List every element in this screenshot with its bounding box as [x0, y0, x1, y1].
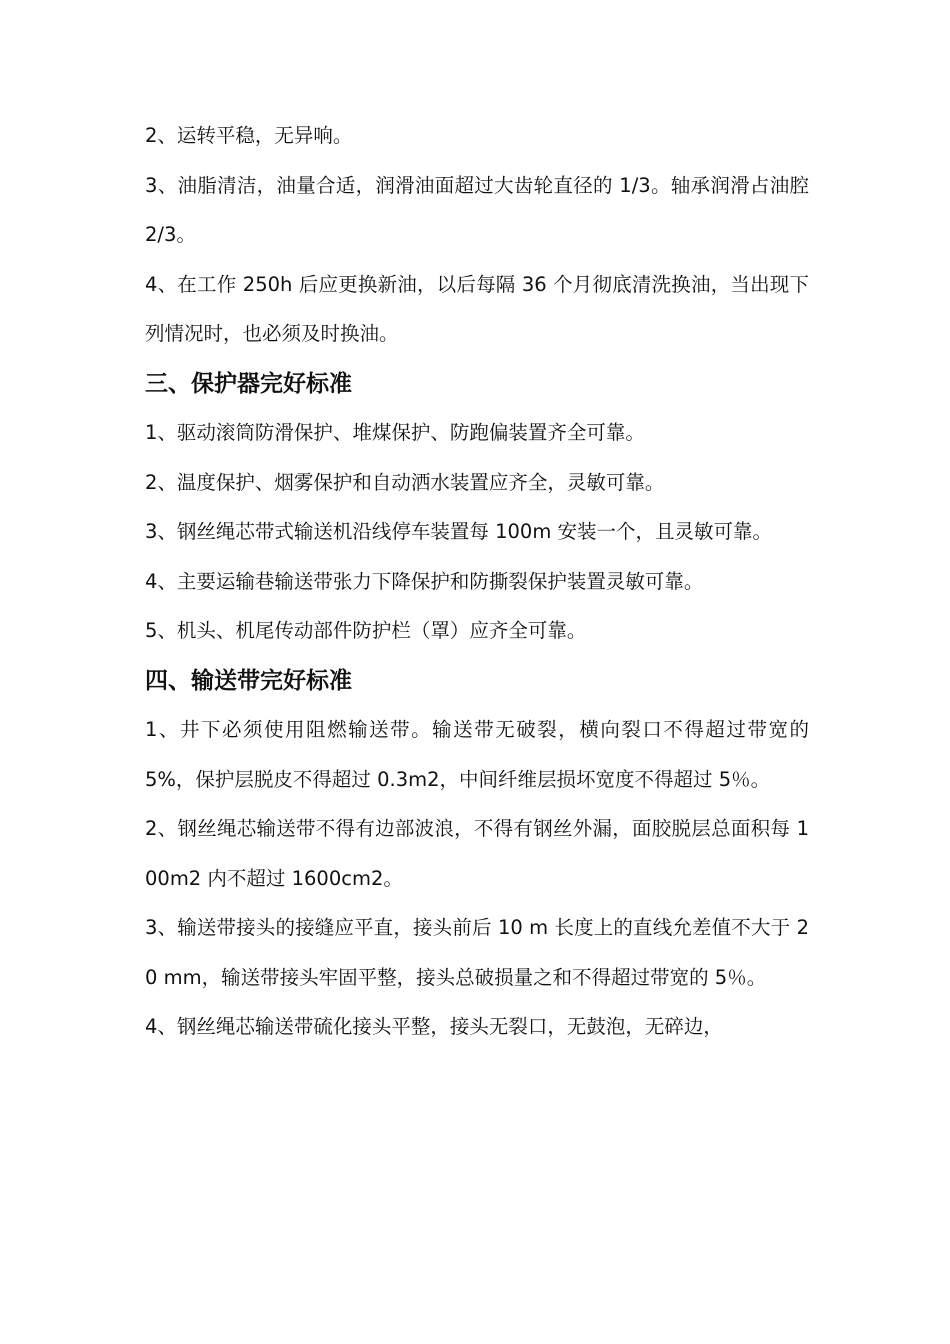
protect-item-2: 2、温度保护、烟雾保护和自动洒水装置应齐全，灵敏可靠。	[145, 470, 665, 494]
item-3-grease: 3、油脂清洁，油量合适，润滑油面超过大齿轮直径的 1/3。轴承润滑占油腔 2/3。	[145, 173, 809, 246]
item-2-smooth-running: 2、运转平稳，无异响。	[145, 124, 353, 147]
item-4-oil-change: 4、在工作 250h 后应更换新油，以后每隔 36 个月彻底清洗换油，当出现下列情况时，也必须及时换油。	[145, 272, 809, 345]
document-page	[145, 111, 809, 1052]
belt-item-3: 3、输送带接头的接缝应平直，接头前后 10 m 长度上的直线允差值不大于 20 mm，输送带接头牢固平整，接头总破损量之和不得超过带宽的 5％。	[145, 916, 809, 989]
belt-item-2: 2、钢丝绳芯输送带不得有边部波浪，不得有钢丝外漏，面胶脱层总面积每 100m2 内不超过 1600cm2。	[145, 817, 809, 890]
protect-item-1: 1、驱动滚筒防滑保护、堆煤保护、防跑偏装置齐全可靠。	[145, 421, 645, 444]
belt-item-1: 1、井下必须使用阻燃输送带。输送带无破裂，横向裂口不得超过带宽的 5%，保护层脱皮不得超过 0.3m2，中间纤维层损坏宽度不得超过 5％。	[145, 718, 809, 791]
protect-item-4: 4、主要运输巷输送带张力下降保护和防撕裂保护装置灵敏可靠。	[145, 569, 704, 593]
protect-item-3: 3、钢丝绳芯带式输送机沿线停车装置每 100m 安装一个，且灵敏可靠。	[145, 520, 773, 543]
section-3-heading: 三、保护器完好标准	[145, 369, 352, 397]
belt-item-4: 4、钢丝绳芯输送带硫化接头平整，接头无裂口，无鼓泡，无碎边，	[145, 1015, 723, 1038]
section-4-heading: 四、输送带完好标准	[145, 666, 352, 694]
protect-item-5: 5、机头、机尾传动部件防护栏（罩）应齐全可靠。	[145, 619, 587, 642]
